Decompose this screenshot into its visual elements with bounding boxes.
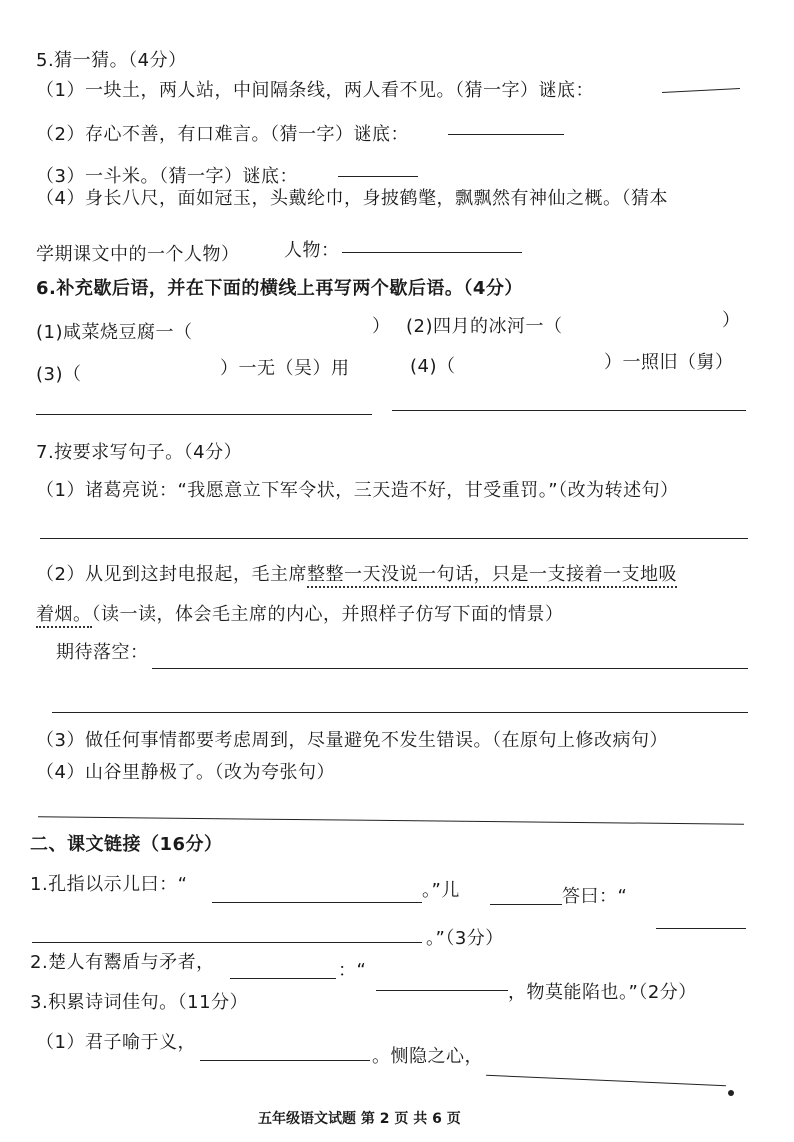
q6-item-2: (2)四月的冰河一（: [406, 316, 563, 337]
section-2-heading: 二、课文链接（16分）: [30, 834, 223, 855]
sec2-q2-quote: ：“: [338, 960, 367, 981]
q7-sentence-3: （3）做任何事情都要考虑周到，尽量避免不发生错误。（在原句上修改病句）: [36, 730, 668, 751]
q7-sentence-1: （1）诸葛亮说：“我愿意立下军令状，三天造不好，甘受重罚。”（改为转述句）: [36, 480, 679, 501]
page-footer: 五年级语文试题 第 2 页 共 6 页: [258, 1111, 461, 1127]
q7-sentence-2-cont: 着烟。（读一读，体会毛主席的内心，并照样子仿写下面的情景）: [36, 602, 564, 628]
q7-sentence-4: （4）山谷里静极了。（改为夸张句）: [36, 762, 335, 783]
q5-line-3: （3）一斗米。（猜一字）谜底：: [36, 166, 298, 187]
q6-item-4-rest: ）一照旧（舅）: [604, 352, 734, 373]
sec2-q1-answer-label: 答曰：“: [562, 886, 628, 907]
sec2-q1-start: 1.孔指以示儿曰：“: [30, 874, 188, 895]
q7-title: 7.按要求写句子。（4分）: [36, 442, 243, 463]
q5-title: 5.猜一猜。（4分）: [36, 50, 187, 71]
q7-answer-4-line[interactable]: [38, 816, 744, 824]
q7-sentence-2: （2）从见到这封电报起，毛主席整整一天没说一句话，只是一支接着一支地吸: [36, 562, 677, 588]
q5-answer-4-line[interactable]: [342, 252, 522, 253]
q5-answer-3-line[interactable]: [338, 176, 418, 177]
sec2-q3-blank-1[interactable]: [200, 1060, 370, 1061]
q7-answer-1-line[interactable]: [40, 538, 748, 539]
sec2-q3-item-1: （1）君子喻于义，: [36, 1032, 196, 1053]
q6-item-3-rest: ）一无（吴）用: [220, 358, 350, 379]
q6-item-1: (1)咸菜烧豆腐一（: [36, 322, 193, 343]
sec2-q1-blank-2[interactable]: [490, 904, 562, 905]
sec2-q3-title: 3.积累诗词佳句。（11分）: [30, 992, 249, 1013]
q5-answer-2-line[interactable]: [448, 134, 564, 135]
q6-item-4: (4)（: [410, 356, 456, 377]
q5-line-2: （2）存心不善，有口难言。（猜一字）谜底：: [36, 124, 409, 145]
q5-line-5: 学期课文中的一个人物）: [36, 244, 240, 265]
q7-expectation-label: 期待落空：: [56, 642, 149, 663]
q5-line-4: （4）身长八尺，面如冠玉，头戴纶巾，身披鹤氅，飘飘然有神仙之概。（猜本: [36, 188, 668, 209]
q7-answer-2-line-2[interactable]: [52, 712, 748, 713]
q6-extra-line-2[interactable]: [392, 410, 746, 411]
sec2-q3-blank-2[interactable]: [486, 1075, 726, 1086]
q6-item-1-close: ）: [372, 316, 391, 337]
sec2-q1-child: 。”儿: [422, 880, 460, 901]
q6-extra-line-1[interactable]: [36, 414, 372, 415]
sec2-q1-blank-1[interactable]: [212, 902, 422, 903]
sec2-q2-end: ，物莫能陷也。”（2分）: [508, 982, 697, 1003]
sec2-q3-item-1-cont: 。恻隐之心，: [372, 1046, 483, 1067]
sec2-q1-blank-3b[interactable]: [32, 942, 422, 943]
q6-item-2-close: ）: [722, 310, 741, 331]
q6-item-3: (3)（: [36, 364, 82, 385]
sec2-q1-blank-3a[interactable]: [656, 928, 746, 929]
q7-answer-2-line-1[interactable]: [152, 668, 748, 669]
q6-title: 6.补充歇后语，并在下面的横线上再写两个歇后语。（4分）: [36, 278, 523, 299]
q5-person-label: 人物：: [284, 240, 340, 261]
q5-answer-1-line[interactable]: [662, 88, 740, 93]
ink-dot: [728, 1090, 734, 1096]
sec2-q2-blank-1[interactable]: [230, 978, 336, 979]
sec2-q2-start: 2.楚人有鬻盾与矛者，: [30, 952, 215, 973]
sec2-q1-end: 。”（3分）: [426, 928, 504, 949]
q5-line-1: （1）一块土，两人站，中间隔条线，两人看不见。（猜一字）谜底：: [36, 80, 594, 101]
sec2-q2-blank-2[interactable]: [376, 990, 508, 991]
